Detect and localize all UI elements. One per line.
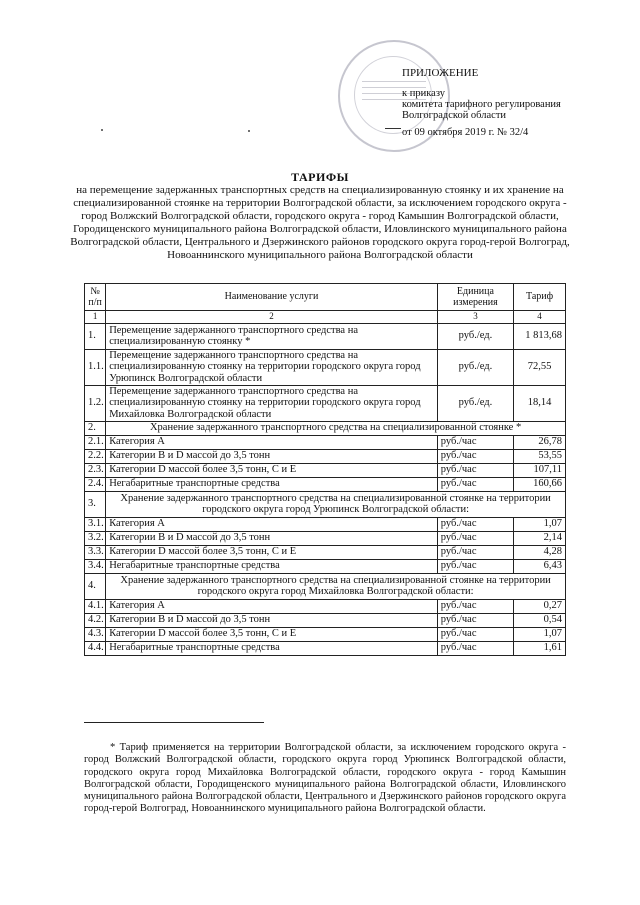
row-tariff: 18,14 [514, 385, 566, 421]
row-unit: руб./час [437, 435, 513, 449]
appendix-committee-line1: комитета тарифного регулирования [402, 99, 561, 110]
row-unit: руб./ед. [437, 385, 513, 421]
row-unit: руб./час [437, 627, 513, 641]
row-num: 2.3. [85, 463, 106, 477]
row-num: 3. [85, 491, 106, 517]
row-name: Перемещение задержанного транспортного средства на специализированную стоянку на территории городского округа город Урюпинск Волгоградской области [106, 349, 438, 385]
table-row [85, 435, 566, 449]
row-tariff: 2,14 [514, 531, 566, 545]
row-name: Категория А [106, 517, 438, 531]
row-name: Категория А [106, 599, 438, 613]
signature-line [385, 128, 401, 129]
row-tariff: 53,55 [514, 449, 566, 463]
row-name: Хранение задержанного транспортного средства на специализированной стоянке на территории городского округа город Михайловка Волгоградской области: [106, 573, 566, 599]
row-num: 3.2. [85, 531, 106, 545]
appendix-title: ПРИЛОЖЕНИЕ [402, 67, 479, 79]
row-tariff: 1,61 [514, 641, 566, 655]
table-row [85, 613, 566, 627]
row-tariff: 107,11 [514, 463, 566, 477]
table-row [85, 531, 566, 545]
scan-speck [248, 130, 250, 132]
row-name: Категории В и D массой до 3,5 тонн [106, 449, 438, 463]
table-row [85, 627, 566, 641]
table-section-row [85, 573, 566, 599]
row-unit: руб./ед. [437, 323, 513, 349]
row-unit: руб./час [437, 613, 513, 627]
row-num: 1.1. [85, 349, 106, 385]
footnote-text: * Тариф применяется на территории Волгоградской области, за исключением городского округа - город Волжский Волгоградской области, городского округа город Урюпинск Волгоградской области, городского округа город Михайловка Волгоградской области, городского округа - город Камышин Волгоградской области, Городищенского муниципального района Волгоградской области, Иловлинского муниципального района Волгоградской области, Центрального и Дзержинского районов городского округа город-герой Волгоград, Новоаннинского муниципального района Волгоградской области. [84, 742, 566, 815]
footnote-divider [84, 722, 264, 723]
row-name: Хранение задержанного транспортного средства на специализированной стоянке на территории городского округа город Урюпинск Волгоградской области: [106, 491, 566, 517]
table-header-row [85, 284, 566, 311]
header-num: № п/п [85, 284, 106, 311]
row-unit: руб./час [437, 463, 513, 477]
row-name: Хранение задержанного транспортного средства на специализированной стоянке * [106, 421, 566, 435]
table-section-row [85, 421, 566, 435]
row-tariff: 72,55 [514, 349, 566, 385]
row-name: Негабаритные транспортные средства [106, 641, 438, 655]
header-unit: Единица измерения [437, 284, 513, 311]
table-row [85, 599, 566, 613]
row-name: Категории В и D массой до 3,5 тонн [106, 613, 438, 627]
row-num: 3.4. [85, 559, 106, 573]
row-tariff: 1 813,68 [514, 323, 566, 349]
row-tariff: 4,28 [514, 545, 566, 559]
tariffs-table [84, 283, 566, 656]
row-unit: руб./час [437, 545, 513, 559]
appendix-committee-line2: Волгоградской области [402, 110, 507, 121]
row-tariff: 1,07 [514, 627, 566, 641]
row-num: 4.2. [85, 613, 106, 627]
table-index-row [85, 311, 566, 324]
row-unit: руб./час [437, 449, 513, 463]
row-unit: руб./час [437, 599, 513, 613]
row-num: 1. [85, 323, 106, 349]
row-num: 2.4. [85, 477, 106, 491]
table-row [85, 449, 566, 463]
row-num: 1.2. [85, 385, 106, 421]
row-name: Негабаритные транспортные средства [106, 559, 438, 573]
row-name: Категории D массой более 3,5 тонн, С и Е [106, 463, 438, 477]
row-tariff: 1,07 [514, 517, 566, 531]
row-unit: руб./час [437, 559, 513, 573]
appendix-order-ref: от 09 октября 2019 г. № 32/4 [402, 127, 529, 138]
table-section-row [85, 491, 566, 517]
index-cell: 1 [85, 311, 106, 324]
row-unit: руб./час [437, 641, 513, 655]
table-row [85, 385, 566, 421]
row-num: 4.1. [85, 599, 106, 613]
header-tariff: Тариф [514, 284, 566, 311]
row-num: 2. [85, 421, 106, 435]
table-row [85, 463, 566, 477]
row-unit: руб./час [437, 531, 513, 545]
index-cell: 2 [106, 311, 438, 324]
row-tariff: 0,54 [514, 613, 566, 627]
row-tariff: 6,43 [514, 559, 566, 573]
row-num: 2.2. [85, 449, 106, 463]
row-unit: руб./ед. [437, 349, 513, 385]
row-name: Категория А [106, 435, 438, 449]
row-name: Категории В и D массой до 3,5 тонн [106, 531, 438, 545]
table-row [85, 559, 566, 573]
table-row [85, 323, 566, 349]
row-name: Перемещение задержанного транспортного средства на специализированную стоянку на территории городского округа город Михайловка Волгоградской области [106, 385, 438, 421]
row-tariff: 160,66 [514, 477, 566, 491]
document-subtitle: на перемещение задержанных транспортных средств на специализированную стоянку и их хранение на специализированной стоянке на территории Волгоградской области, за исключением городского округа - город Волжский Волгоградской области, городского округа - город Камышин Волгоградской области, Городищенского муниципального района Волгоградской области, Иловлинского муниципального района Волгоградской области, Центрального и Дзержинского районов городского округа город-герой Волгоград, Новоаннинского муниципального района Волгоградской области [70, 184, 570, 261]
row-num: 4. [85, 573, 106, 599]
scan-speck [101, 129, 103, 131]
row-unit: руб./час [437, 477, 513, 491]
table-row [85, 517, 566, 531]
document-title: ТАРИФЫ [291, 170, 349, 184]
row-num: 3.3. [85, 545, 106, 559]
index-cell: 4 [514, 311, 566, 324]
row-tariff: 0,27 [514, 599, 566, 613]
row-num: 2.1. [85, 435, 106, 449]
row-name: Категории D массой более 3,5 тонн, С и Е [106, 545, 438, 559]
row-num: 3.1. [85, 517, 106, 531]
row-num: 4.4. [85, 641, 106, 655]
table-row [85, 477, 566, 491]
table-row [85, 641, 566, 655]
table-row [85, 545, 566, 559]
row-name: Категории D массой более 3,5 тонн, С и Е [106, 627, 438, 641]
index-cell: 3 [437, 311, 513, 324]
row-num: 4.3. [85, 627, 106, 641]
row-tariff: 26,78 [514, 435, 566, 449]
row-name: Негабаритные транспортные средства [106, 477, 438, 491]
row-name: Перемещение задержанного транспортного средства на специализированную стоянку * [106, 323, 438, 349]
header-name: Наименование услуги [106, 284, 438, 311]
appendix-to-order: к приказу [402, 88, 445, 99]
row-unit: руб./час [437, 517, 513, 531]
table-row [85, 349, 566, 385]
